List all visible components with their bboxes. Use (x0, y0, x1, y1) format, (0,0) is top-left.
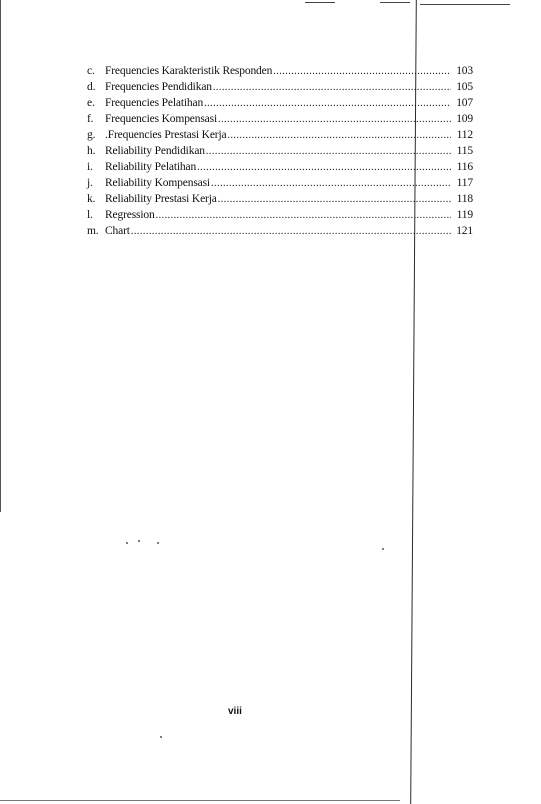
toc-entry-title: Reliability Prestasi Kerja (105, 193, 217, 205)
toc-dot-leader (131, 224, 451, 240)
scan-artifact-line (420, 4, 510, 5)
toc-dot-leader (211, 176, 451, 192)
toc-entry-letter: l. (87, 209, 93, 221)
scan-left-edge (0, 0, 1, 512)
toc-dot-leader (156, 208, 451, 224)
toc-entry-letter: i. (87, 161, 93, 173)
toc-dot-leader (218, 112, 451, 128)
toc-entry-title: Frequencies Pelatihan (105, 97, 204, 109)
toc-dot-leader (227, 128, 451, 144)
toc-entry-page: 105 (456, 81, 473, 93)
toc-entry-title: Reliability Pendidikan (105, 145, 205, 157)
toc-entry (87, 127, 473, 143)
scan-artifact-line (0, 800, 400, 801)
toc-entry-letter: e. (87, 97, 95, 109)
toc-entry-page: 121 (456, 225, 473, 237)
toc-entry-title: Chart (105, 225, 130, 237)
table-of-contents (87, 63, 473, 239)
scan-artifact-line (305, 2, 335, 3)
page-number: viii (228, 706, 242, 717)
toc-entry-page: 112 (456, 129, 473, 141)
toc-entry-letter: h. (87, 145, 96, 157)
toc-entry-title: Reliability Pelatihan (105, 161, 197, 173)
toc-entry-letter: c. (87, 65, 95, 77)
scan-speck (157, 542, 159, 544)
toc-entry (87, 111, 473, 127)
scan-speck (160, 736, 162, 738)
toc-entry-page: 117 (456, 177, 473, 189)
toc-dot-leader (213, 80, 451, 96)
toc-entry-title: Reliability Kompensasi (105, 177, 210, 189)
toc-entry-page: 118 (456, 193, 473, 205)
toc-entry-page: 115 (456, 145, 473, 157)
toc-entry-letter: f. (87, 113, 94, 125)
toc-entry (87, 95, 473, 111)
toc-entry-title: Frequencies Karakteristik Responden (105, 65, 273, 77)
toc-entry-letter: g. (87, 129, 96, 141)
toc-entry (87, 175, 473, 191)
toc-entry (87, 143, 473, 159)
toc-entry (87, 159, 473, 175)
toc-entry-page: 109 (456, 113, 473, 125)
toc-dot-leader (206, 144, 451, 160)
scan-speck (382, 548, 384, 550)
toc-entry-letter: d. (87, 81, 96, 93)
toc-entry (87, 207, 473, 223)
toc-dot-leader (273, 64, 451, 80)
toc-entry-title: Frequencies Kompensasi (105, 113, 217, 125)
toc-entry-letter: j. (87, 177, 93, 189)
toc-entry (87, 63, 473, 79)
toc-entry-page: 107 (456, 97, 473, 109)
toc-entry (87, 191, 473, 207)
toc-dot-leader (218, 192, 451, 208)
scan-speck (138, 540, 140, 542)
toc-entry (87, 79, 473, 95)
toc-entry-letter: k. (87, 193, 96, 205)
toc-entry-title: Frequencies Pendidikan (105, 81, 212, 93)
scan-speck (126, 542, 128, 544)
toc-entry-page: 116 (456, 161, 473, 173)
toc-entry (87, 223, 473, 239)
toc-entry-letter: m. (87, 225, 99, 237)
scan-artifact-line (380, 2, 410, 3)
toc-dot-leader (197, 160, 451, 176)
toc-entry-page: 103 (456, 65, 473, 77)
toc-dot-leader (204, 96, 451, 112)
toc-entry-title: Regression (105, 209, 155, 221)
toc-entry-page: 119 (456, 209, 473, 221)
toc-entry-title: .Frequencies Prestasi Kerja (105, 129, 227, 141)
